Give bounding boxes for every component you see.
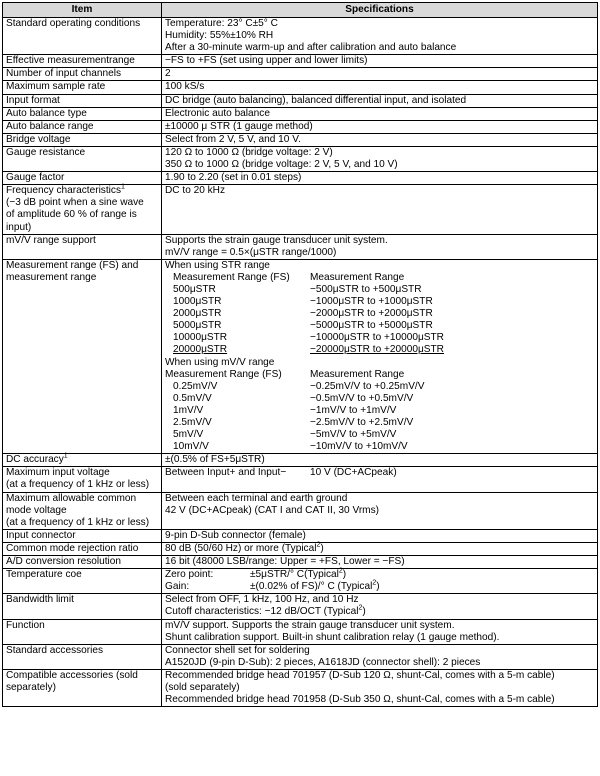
table-row [3,669,598,706]
table-row [3,55,598,68]
spec-line: Recommended bridge head 701958 (D-Sub 350 Ω, shunt-Cal, comes with a 5-m cable) [165,694,555,706]
item-cell: Standard accessories [3,644,162,669]
item-line: Compatible accessories (sold [6,669,138,681]
table-row [3,68,598,81]
str-range-title: When using STR range [165,259,270,271]
mvv-range-title: When using mV/V range [165,356,275,368]
item-line: Measurement range (FS) and [6,259,139,271]
footnote-mark: 2 [316,541,321,549]
spec-cell [162,619,598,644]
item-line: separately) [6,681,56,693]
table-row [3,529,598,542]
spec-cell: DC to 20 kHz [162,185,598,234]
spec-header: Specifications [162,3,598,18]
spec-cell [162,259,598,454]
table-row [3,492,598,529]
spec-line: Cutoff characteristics: −12 dB/OCT (Typical$^2$) [165,605,366,618]
str-range-row: 20000μSTR −20000μSTR to +20000μSTR [173,344,444,356]
table-row [3,234,598,259]
item-line: of amplitude 60 % of range is [6,209,137,221]
spec-line: Shunt calibration support. Built-in shunt calibration relay (1 gauge method). [165,631,500,643]
spec-cell [162,146,598,171]
spec-cell [162,18,598,55]
item-cell: Bridge voltage [3,133,162,146]
item-cell: Bandwidth limit [3,594,162,619]
spec-cell [162,669,598,706]
item-cell [3,259,162,454]
item-cell [3,467,162,492]
item-line: (at a frequency of 1 kHz or less) [6,479,150,491]
item-line: mode voltage [6,504,67,516]
spec-line: 120 Ω to 1000 Ω (bridge voltage: 2 V) [165,146,333,158]
table-row [3,133,598,146]
item-cell: Maximum sample rate [3,81,162,94]
spec-cell: 2 [162,68,598,81]
spec-table [2,2,598,707]
item-cell [3,492,162,529]
table-row [3,569,598,594]
str-range-row: 2000μSTR −2000μSTR to +2000μSTR [173,308,433,320]
spec-line: mV/V support. Supports the strain gauge transducer unit system. [165,619,455,631]
table-row [3,542,598,555]
table-row [3,120,598,133]
spec-cell: Electronic auto balance [162,107,598,120]
item-line: (at a frequency of 1 kHz or less) [6,516,150,528]
table-row [3,81,598,94]
temp-coeff-zero: Zero point: ±5μSTR/° C(Typical$^2$) [165,567,347,581]
item-cell: Gauge factor [3,172,162,185]
item-line: Frequency characteristics$^1$ [6,183,125,197]
spec-line: A1520JD (9-pin D-Sub): 2 pieces, A1618JD (connector shell): 2 pieces [165,656,481,668]
temp-coeff-gain: Gain: ±(0.02% of FS)/° C (Typical$^2$) [165,579,380,593]
spec-line: Recommended bridge head 701957 (D-Sub 120 Ω, shunt-Cal, comes with a 5-m cable) [165,669,555,681]
table-row [3,454,598,467]
item-cell: A/D conversion resolution [3,556,162,569]
str-range-header: Measurement Range (FS) Measurement Range [173,271,405,283]
str-range-row: 1000μSTR −1000μSTR to +1000μSTR [173,296,433,308]
str-range-row: 5000μSTR −5000μSTR to +5000μSTR [173,320,433,332]
spec-cell: 80 dB (50/60 Hz) or more (Typical$^2$) [162,542,598,555]
spec-line: 42 V (DC+ACpeak) (CAT I and CAT II, 30 Vrms) [165,504,379,516]
footnote-mark: 1 [121,183,125,191]
table-row [3,556,598,569]
spec-cell [162,234,598,259]
item-cell: Input connector [3,529,162,542]
item-cell: Auto balance type [3,107,162,120]
spec-cell [162,467,598,492]
spec-line: 350 Ω to 1000 Ω (bridge voltage: 2 V, 5 V, and 10 V) [165,159,398,171]
item-cell: Effective measurementrange [3,55,162,68]
spec-cell: −FS to +FS (set using upper and lower limits) [162,55,598,68]
spec-cell: 1.90 to 2.20 (set in 0.01 steps) [162,172,598,185]
spec-cell [162,594,598,619]
str-range-row: 500μSTR −500μSTR to +500μSTR [173,283,422,295]
item-cell: mV/V range support [3,234,162,259]
table-row [3,185,598,234]
spec-line: Temperature: 23° C±5° C [165,18,278,29]
spec-cell [162,644,598,669]
table-row [3,644,598,669]
spec-line: (sold separately) [165,681,240,693]
item-cell: Auto balance range [3,120,162,133]
mvv-range-row: 5mV/V −5mV/V to +5mV/V [173,429,397,441]
spec-line: Connector shell set for soldering [165,644,310,656]
footnote-mark: 1 [63,452,68,460]
item-cell: DC accuracy$^1$ [3,454,162,467]
item-cell: Common mode rejection ratio [3,542,162,555]
item-line: Maximum input voltage [6,467,110,479]
spec-cell: DC bridge (auto balancing), balanced differential input, and isolated [162,94,598,107]
table-row [3,146,598,171]
mvv-range-row: 0.25mV/V −0.25mV/V to +0.25mV/V [173,380,425,392]
item-cell: Temperature coe [3,569,162,594]
spec-line: Supports the strain gauge transducer unit system. [165,234,388,246]
spec-cell: 100 kS/s [162,81,598,94]
mvv-range-row: 1mV/V −1mV/V to +1mV/V [173,404,397,416]
spec-cell: Select from 2 V, 5 V, and 10 V. [162,133,598,146]
spec-cell [162,569,598,594]
spec-cell: 16 bit (48000 LSB/range: Upper = +FS, Lower = −FS) [162,556,598,569]
mvv-range-header: Measurement Range (FS) Measurement Range [165,368,405,380]
item-header: Item [3,3,162,18]
spec-cell: ±(0.5% of FS+5μSTR) [162,454,598,467]
item-cell [3,669,162,706]
mvv-range-row: 0.5mV/V −0.5mV/V to +0.5mV/V [173,392,414,404]
spec-line: Between each terminal and earth ground [165,492,348,504]
str-range-row: 10000μSTR −10000μSTR to +10000μSTR [173,332,444,344]
spec-cell: ±10000 μ STR (1 gauge method) [162,120,598,133]
spec-cell [162,492,598,529]
table-row [3,594,598,619]
input-voltage-line: Between Input+ and Input− 10 V (DC+ACpeak) [165,467,397,479]
table-row [3,94,598,107]
table-row [3,467,598,492]
item-cell: Function [3,619,162,644]
table-row [3,619,598,644]
item-cell: Gauge resistance [3,146,162,171]
table-row [3,259,598,454]
mvv-range-row: 10mV/V −10mV/V to +10mV/V [173,441,408,453]
spec-line: Humidity: 55%±10% RH [165,30,274,42]
item-cell: Number of input channels [3,68,162,81]
item-line: input) [6,221,32,233]
mvv-range-row: 2.5mV/V −2.5mV/V to +2.5mV/V [173,417,414,428]
item-cell: Input format [3,94,162,107]
item-line: (−3 dB point when a sine wave [6,197,144,209]
spec-line: After a 30-minute warm-up and after calibration and auto balance [165,42,457,54]
item-line: Maximum allowable common [6,492,137,504]
table-row [3,18,598,55]
header-row [3,3,598,18]
spec-line: Select from OFF, 1 kHz, 100 Hz, and 10 Hz [165,594,359,606]
table-row [3,172,598,185]
item-cell: Standard operating conditions [3,18,162,55]
spec-cell: 9-pin D-Sub connector (female) [162,529,598,542]
item-cell [3,185,162,234]
table-row [3,107,598,120]
item-line: measurement range [6,271,97,283]
spec-line: mV/V range = 0.5×(μSTR range/1000) [165,246,337,258]
